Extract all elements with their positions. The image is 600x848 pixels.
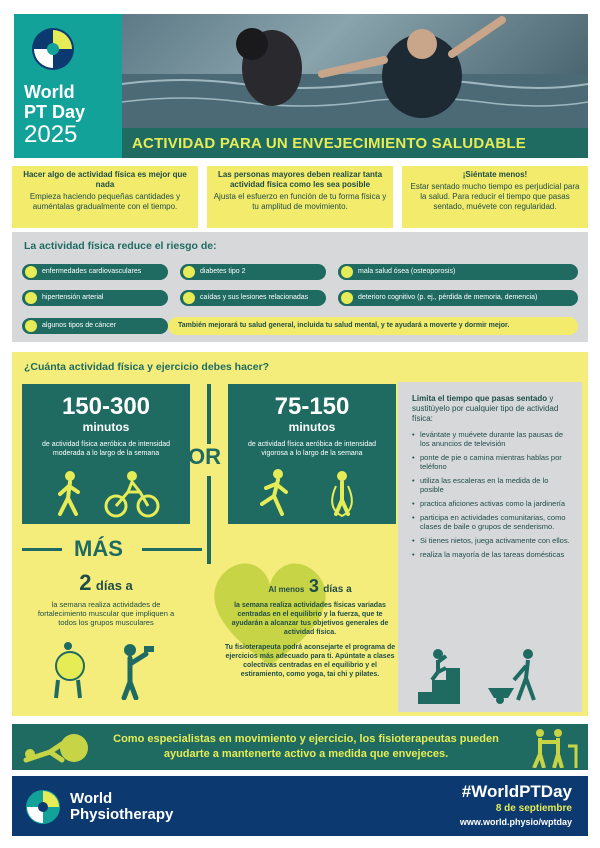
- website-link[interactable]: www.world.physio/wptday: [459, 817, 572, 827]
- sedentary-intro-rest: y sustitúyelo por cualquier tipo de actividad física:: [412, 394, 559, 423]
- risk-item: enfermedades cardiovasculares: [22, 264, 168, 280]
- tip-title: ¡Siéntate menos!: [462, 170, 528, 179]
- logo-title-line1: World: [24, 82, 75, 102]
- bullet-dot-icon: [25, 320, 37, 332]
- logo-mark-icon: [30, 26, 76, 72]
- moderate-minutes-unit: minutos: [82, 420, 130, 434]
- tip-body: Ajusta el esfuerzo en función de tu forma física y tu amplitud de movimiento.: [213, 192, 387, 211]
- tip-body: Estar sentado mucho tiempo es perjudicial para la salud. Para reducir el tiempo que pasas sentado, muévete con regularidad.: [410, 182, 580, 211]
- activity-panel: [12, 352, 588, 716]
- vigorous-description: de actividad física aeróbica de intensidad vigorosa a lo largo de la semana: [247, 441, 377, 457]
- risk-item: caídas y sus lesiones relacionadas: [180, 290, 326, 306]
- moderate-minutes-number: 150-300: [61, 393, 151, 420]
- bullet-dot-icon: [341, 292, 353, 304]
- tip-card-1: [12, 166, 198, 228]
- sedentary-intro-bold: Limita el tiempo que pasas sentado: [412, 394, 548, 403]
- physio-assist-icon: [520, 728, 580, 768]
- tip-card-2: [207, 166, 393, 228]
- risk-note: También mejorará tu salud general, incluida tu salud mental, y te ayudará a moverte y dormir mejor.: [168, 317, 578, 335]
- tip-body: Empieza haciendo pequeñas cantidades y auméntalas gradualmente con el tiempo.: [29, 192, 181, 211]
- closing-message: Como especialistas en movimiento y ejercicio, los fisioterapeutas pueden ayudarte a mantenerte activo a medida que envejeces.: [113, 733, 499, 760]
- campaign-info: [460, 782, 572, 828]
- list-item: • Si tienes nietos, juega activamente con ellos.: [412, 536, 572, 545]
- stairs-gardening-icon: [418, 648, 568, 704]
- balance-description: la semana realiza actividades físicas variadas centradas en el equilibrio y la fuerza, que te ayudarán a alcanzar tus objetivos generales de actividad física.: [231, 602, 389, 636]
- hero-photo: [122, 14, 588, 128]
- risk-panel: [12, 232, 588, 342]
- title-banner: [122, 128, 588, 158]
- mas-label: MÁS: [74, 536, 123, 561]
- bullet-dot-icon: [25, 292, 37, 304]
- list-item: • levántate y muévete durante las pausas de los anuncios de televisión: [412, 430, 572, 448]
- exercise-ball-icon: [22, 730, 92, 764]
- water-exercise-illustration: [122, 14, 588, 128]
- divider: [142, 548, 202, 551]
- logo-year: 2025: [24, 121, 78, 148]
- bullet-dot-icon: [341, 266, 353, 278]
- strength-exercise-icon: [48, 642, 158, 700]
- balance-block: [222, 576, 398, 679]
- running-jumprope-icon: [256, 468, 366, 518]
- risk-item: deterioro cognitivo (p. ej., pérdida de memoria, demencia): [338, 290, 578, 306]
- footer: [12, 776, 588, 836]
- divider: [207, 384, 211, 444]
- risk-item: algunos tipos de cáncer: [22, 318, 168, 334]
- vigorous-minutes-number: 75-150: [274, 393, 350, 420]
- tip-title: Las personas mayores deben realizar tanta actividad física como les sea posible: [217, 170, 383, 189]
- divider: [207, 476, 211, 524]
- balance-prefix: Al menos: [268, 585, 305, 594]
- moderate-description: de actividad física aeróbica de intensidad moderada a lo largo de la semana: [41, 441, 171, 457]
- activity-title: ¿Cuánta actividad física y ejercicio debes hacer?: [24, 361, 270, 373]
- or-label: OR: [188, 444, 221, 469]
- divider: [22, 548, 62, 551]
- page-title: ACTIVIDAD PARA UN ENVEJECIMIENTO SALUDABLE: [132, 135, 526, 152]
- balance-unit: días a: [323, 584, 352, 595]
- risk-item: mala salud ósea (osteoporosis): [338, 264, 578, 280]
- vigorous-minutes-unit: minutos: [288, 420, 336, 434]
- strength-description: la semana realiza actividades de fortalecimiento muscular que impliquen a todos los grupos musculares: [37, 600, 175, 627]
- physio-note: Tu fisioterapeuta podrá aconsejarte el programa de ejercicios más adecuado para ti. Apúntate a clases colectivas centradas en el equilibrio y el estiramiento, como yoga, tai chi y pilates.: [224, 644, 396, 678]
- vigorous-activity-card: [228, 384, 396, 524]
- risk-title: La actividad física reduce el riesgo de:: [24, 240, 217, 252]
- world-pt-day-logo: [14, 14, 122, 158]
- list-item: • participa en actividades comunitarias, como clases de baile o grupos de senderismo.: [412, 513, 572, 531]
- closing-banner: [12, 724, 588, 770]
- bullet-dot-icon: [25, 266, 37, 278]
- moderate-activity-card: [22, 384, 190, 524]
- list-item: • practica aficiones activas como la jardinería: [412, 499, 572, 508]
- list-item: • realiza la mayoría de las tareas domésticas: [412, 550, 572, 559]
- org-name: World Physiotherapy: [70, 790, 174, 823]
- strength-number: 2: [79, 570, 92, 595]
- logo-title-line2: PT Day: [24, 102, 86, 122]
- balance-number: 3: [308, 576, 319, 596]
- strength-block: [22, 570, 190, 627]
- bullet-dot-icon: [183, 266, 195, 278]
- world-physiotherapy-logo-icon: [24, 788, 62, 826]
- walking-cycling-icon: [52, 470, 162, 518]
- sedentary-panel: [398, 382, 582, 712]
- list-item: • utiliza las escaleras en la medida de lo posible: [412, 476, 572, 494]
- risk-item: hipertensión arterial: [22, 290, 168, 306]
- tip-card-3: [402, 166, 588, 228]
- hashtag: #WorldPTDay: [461, 782, 572, 801]
- strength-unit: días a: [95, 578, 133, 593]
- bullet-dot-icon: [183, 292, 195, 304]
- tip-title: Hacer algo de actividad física es mejor que nada: [23, 170, 187, 189]
- event-date: 8 de septiembre: [495, 803, 572, 814]
- list-item: • ponte de pie o camina mientras hablas por teléfono: [412, 453, 572, 471]
- risk-item: diabetes tipo 2: [180, 264, 326, 280]
